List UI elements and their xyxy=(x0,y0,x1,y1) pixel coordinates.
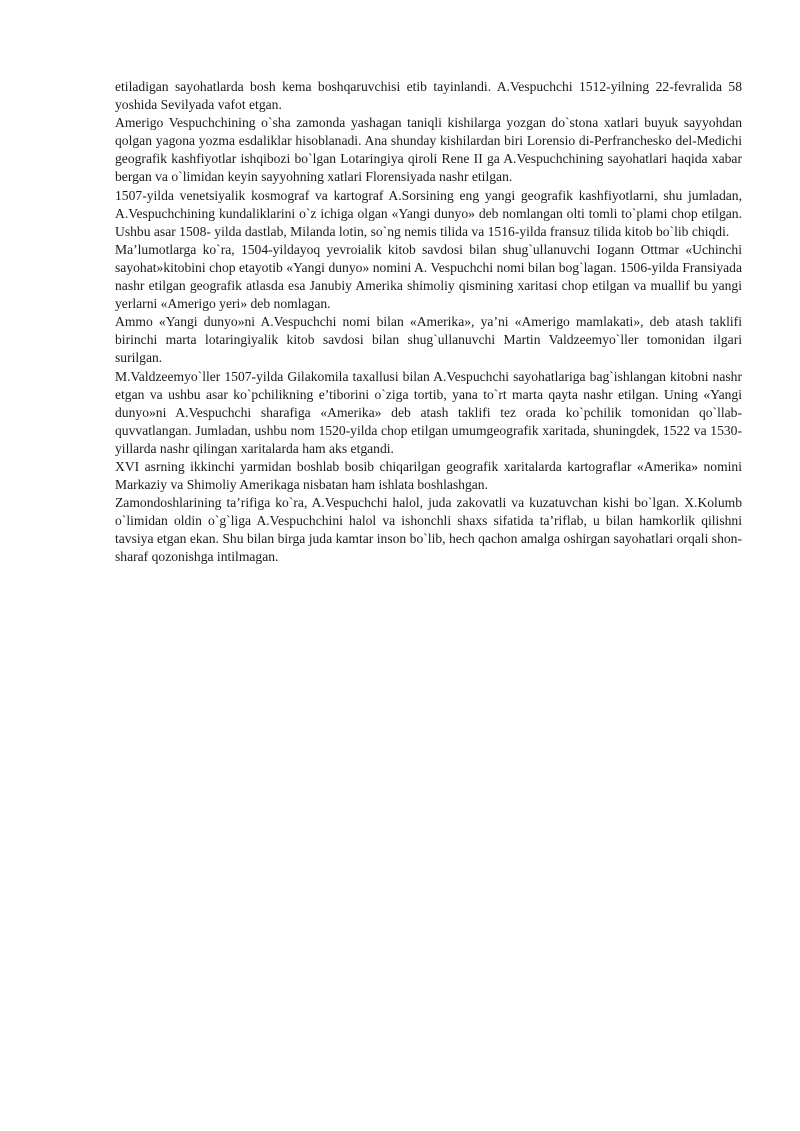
paragraph-4: Ma’lumotlarga ko`ra, 1504-yildayoq yevroialik kitob savdosi bilan shug`ullanuvchi Iogann Ottmar «Uchinchi sayohat»kitobini chop etayotib «Yangi dunyo» nomini A. Vespuchchi nomi bilan bog`lagan. 1506-yilda Fransiyada nashr etilgan geografik atlasda esa Janubiy Amerika shimoliy qismining xaritasi chop etilgan va muallif bu yangi yerlarni «Amerigo yeri» deb nomlagan. xyxy=(115,241,742,312)
paragraph-8: Zamondoshlarining ta’rifiga ko`ra, A.Vespuchchi halol, juda zakovatli va kuzatuvchan kishi bo`lgan. X.Kolumb o`limidan oldin o`g`liga A.Vespuchchini halol va ishonchli shaxs sifatida ta’riflab, u bilan hamkorlik qilishni tavsiya etgan ekan. Shu bilan birga juda kamtar inson bo`lib, hech qachon amalga oshirgan sayohatlari orqali shon-sharaf qozonishga intilmagan. xyxy=(115,495,742,565)
paragraph-2: Amerigo Vespuchchining o`sha zamonda yashagan taniqli kishilarga yozgan do`stona xatlari buyuk sayyohdan qolgan yagona yozma esdaliklar hisoblanadi. Ana shunday kishilardan biri Lorensio di-Perfranchesko del-Medichi geografik kashfiyotlar ishqibozi bo`lgan Lotaringiya qiroli Rene II ga A.Vespuchchining sayohatlari haqida xabar bergan va o`limidan keyin sayyohning xatlari Florensiyada nashr etilgan. xyxy=(115,115,742,185)
paragraph-6: M.Valdzeemyo`ller 1507-yilda Gilakomila taxallusi bilan A.Vespuchchi sayohatlariga bag`ishlangan kitobni nashr etgan va ushbu asar ko`pchilikning e’tiborini o`ziga tortib, yana to`rt marta qayta nashr etilgan. Uning «Yangi dunyo»ni A.Vespuchchi sharafiga «Amerika» deb atash taklifi tez orada ko`pchilik tomonidan qo`llab-quvvatlangan. Jumladan, ushbu nom 1520-yilda chop etilgan umumgeografik xaritada, shuningdek, 1522 va 1530-yillarda nashr qilingan xaritalarda ham aks etgandi. xyxy=(115,368,742,456)
document-page xyxy=(115,78,742,567)
paragraph-5: Ammo «Yangi dunyo»ni A.Vespuchchi nomi bilan «Amerika», ya’ni «Amerigo mamlakati», deb atash taklifi birinchi marta lotaringiyalik kitob savdosi bilan shug`ullanuvchi Martin Valdzeemyo`ller tomonidan ilgari surilgan. xyxy=(115,314,742,366)
paragraph-1: etiladigan sayohatlarda bosh kema boshqaruvchisi etib tayinlandi. A.Vespuchchi 1512-yilning 22-fevralida 58 yoshida Sevilyada vafot etgan. xyxy=(115,79,742,113)
paragraph-3: 1507-yilda venetsiyalik kosmograf va kartograf A.Sorsining eng yangi geografik kashfiyotlarni, shu jumladan, A.Vespuchchining kundaliklarini o`z ichiga olgan «Yangi dunyo» deb nomlangan olti tomli to`plami chop etilgan. Ushbu asar 1508- yilda dastlab, Milanda lotin, so`ng nemis tilida va 1516-yilda fransuz tilida kitob bo`lib chiqdi. xyxy=(115,187,742,239)
paragraph-7: XVI asrning ikkinchi yarmidan boshlab bosib chiqarilgan geografik xaritalarda kartograflar «Amerika» nomini Markaziy va Shimoliy Amerikaga nisbatan ham ishlata boshlashgan. xyxy=(115,458,742,493)
